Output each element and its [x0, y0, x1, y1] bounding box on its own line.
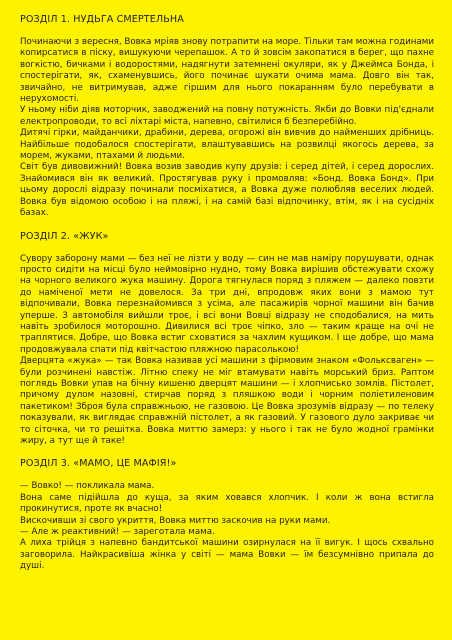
chapter-2-heading: РОЗДІЛ 2. «ЖУК» [20, 230, 109, 242]
paragraph: Вискочивши зі свого укриття, Вовка миттю заскочив на руки мами. [20, 515, 331, 526]
paragraph: Дитячі гірки, майданчики, драбини, дерева, огорожі він вивчив до найменших дрібниць. Найбільше подобалося спостерігати, влаштувавшись на розвилці якогось дерева, за морем, жуками, птахами й людьми. [20, 128, 434, 162]
paragraph: А лиха трійця з напевно бандитської машини озирнулася на її вигук. І щось схвально заговорила. Найкрасивіша жінка у світі — мама Вовки — їм безсумнівно припала до душі. [20, 538, 434, 572]
paragraph: — Вовко! — покликала мама. [20, 481, 155, 492]
chapter-1-heading: РОЗДІЛ 1. НУДЬГА СМЕРТЕЛЬНА [20, 14, 184, 25]
paragraph: Сувору заборону мами — без неї не лізти у воду — син не мав наміру порушувати, однак просто сидіти на місці було неймовірно нудно, тому Вовка вирішив обстежувати схожу на чорного великого жука машину. Дорога тягнулася поряд з пляжем — далеко повзти до наміченої мети не довелося. За три дні, впродовж яких вони з мамою тут відпочивали, Вовка перезнайомився з усіма, але пасажирів чорної машини він бачив уперше. З автомобіля вийшли троє, і всі вони Вовці відразу не сподобалися, на мить навіть зробилося моторошно. Дивилися всі троє чіпко, зло — таким краще на очі не траплятися. Добре, що Вовка встиг сховатися за чахлим кущиком. І ще добре, що мама продовжувала спати під квітчастою пляжною парасолькою! [20, 253, 434, 355]
chapter-3-heading: РОЗДІЛ 3. «МАМО, ЦЕ МАФІЯ!» [20, 458, 177, 470]
paragraph: Дверцята «жука» — так Вовка називав усі машини з фірмовим знаком «Фольксваген» — були розчинені навстіж. Літню спеку не міг втамувати навіть морський бриз. Раптом поглядь Вовки упав на бічну кишеню дверцят машини — і хлопчисько зомлів. Пістолет, причому дулом назовні, стирчав поряд з пляшкою води і чорним поліетиленовим пакетиком! Зброя була справжньою, не газовою. Це Вовка зрозумів відразу — по телеку показували, як виглядає справжній пістолет, а як газовий. У газового дуло закриває чи то сіточка, чи то решітка. Вовка миттю замерз: у нього і так не було жодної грамінки жиру, а тут ще й таке! [20, 356, 434, 446]
paragraph: У ньому ніби діяв моторчик, заводжений на повну потужність. Якби до Вовки під'єднали електропроводи, то всі ліхтарі міста, напевно, світилися б безперебійно. [20, 105, 434, 127]
paragraph: Світ був дивовижний! Вовка возив заводив купу друзів: і серед дітей, і серед дорослих. Знайомився він як великий. Простягував руку і промовляв: «Бонд. Вовка Бонд». При цьому дорослі відразу починали посміхатися, а Вовка дуже полюбляв веселих людей. Вовка був відомою особою і на пляжі, і на самій базі відпочинку, втім, як і на сусідніх базах. [20, 162, 434, 219]
paragraph: Вона саме підійшла до куща, за яким ховався хлопчик. І коли ж вона встигла прокинутися, проте як вчасно! [20, 492, 434, 515]
chapter-3 [20, 458, 434, 572]
paragraph: Починаючи з вересня, Вовка мріяв знову потрапити на море. Тільки там можна годинами копирсатися в піску, вишукуючи черепашок. А то й зовсім закопатися в берег, що пахне вогкістю, бичками і водоростями, надягнути затемнені окуляри, як у Джеймса Бонда, і спостерігати, як, схаменувшись, його починає шукати очима мама. Довго він так, звичайно, не витримував, адже гіршим для нього покаранням було перебувати в нерухомості. [20, 37, 434, 105]
paragraph: — Але ж реактивний! — зареготала мама. [20, 527, 215, 538]
chapter-2 [20, 231, 434, 448]
chapter-1 [20, 14, 434, 220]
